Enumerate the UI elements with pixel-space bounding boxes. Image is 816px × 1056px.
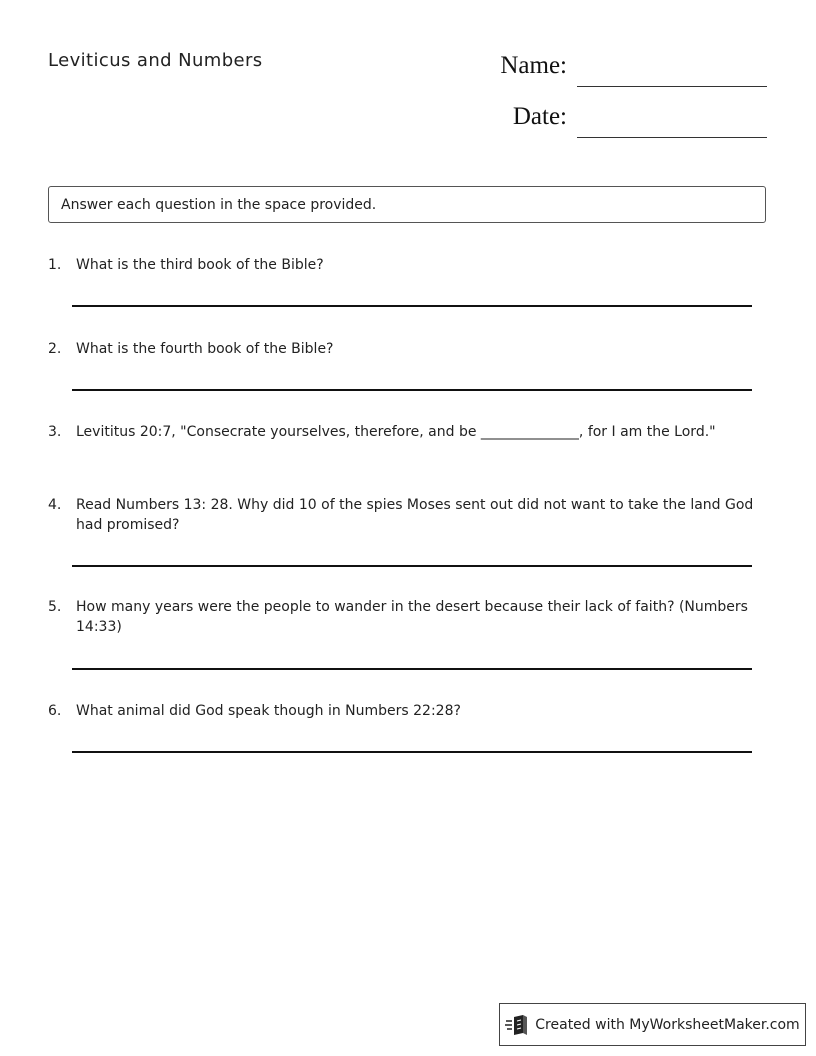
question-text: Levititus 20:7, "Consecrate yourselves, therefore, and be ______________, for I am the Lord."	[76, 424, 716, 440]
created-with-badge[interactable]	[499, 1003, 806, 1046]
name-label: Name:	[500, 52, 567, 79]
badge-text: Created with MyWorksheetMaker.com	[535, 1016, 800, 1033]
answer-line-4[interactable]	[72, 565, 752, 567]
answer-line-2[interactable]	[72, 389, 752, 391]
answer-line-5[interactable]	[72, 668, 752, 670]
question-number: 6.	[48, 703, 62, 719]
question-text: What is the third book of the Bible?	[76, 257, 324, 273]
question-text: What animal did God speak though in Numbers 22:28?	[76, 703, 461, 719]
name-line[interactable]	[577, 86, 767, 87]
date-line[interactable]	[577, 137, 767, 138]
question-text: How many years were the people to wander in the desert because their lack of faith? (Numbers 14:33)	[76, 599, 748, 635]
answer-line-6[interactable]	[72, 751, 752, 753]
question-number: 3.	[48, 424, 62, 440]
instructions-box: Answer each question in the space provided.	[48, 186, 766, 223]
answer-line-1[interactable]	[72, 305, 752, 307]
question-number: 2.	[48, 341, 62, 357]
book-icon	[505, 1014, 529, 1036]
date-label: Date:	[512, 103, 567, 130]
question-number: 5.	[48, 599, 62, 615]
question-text: Read Numbers 13: 28. Why did 10 of the spies Moses sent out did not want to take the land God had promised?	[76, 497, 754, 533]
question-number: 1.	[48, 257, 62, 273]
worksheet-title: Leviticus and Numbers	[48, 50, 263, 71]
question-text: What is the fourth book of the Bible?	[76, 341, 334, 357]
question-number: 4.	[48, 497, 62, 513]
